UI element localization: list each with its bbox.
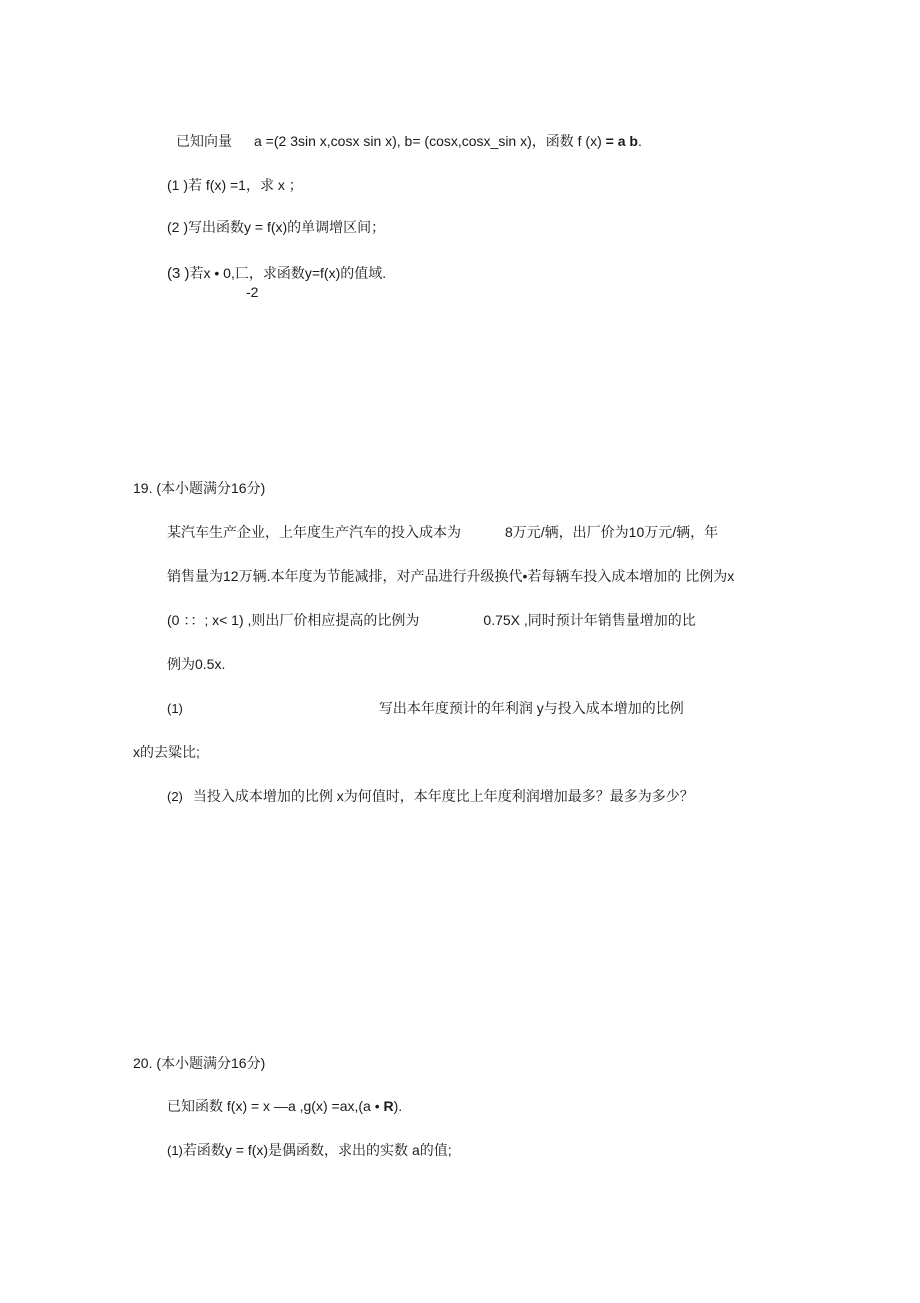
p18-intro-label: 已知向量: [176, 133, 232, 149]
p18-q1: [167, 176, 303, 194]
p19-line-2: 销售量为12万辆.本年度为节能减排，对产品进行升级换代•若每辆车投入成本增加的 比例为x: [167, 568, 735, 584]
p19-line-1b: 8万元/辆，出厂价为10万元/辆，年: [505, 524, 719, 540]
p19-line-3b: 0.75X ,同时预计年销售量增加的比: [483, 612, 696, 628]
p18-q3-subscript: -2: [246, 284, 259, 300]
p19-q1: [167, 699, 684, 718]
p20-header: 20. (本小题满分16分): [133, 1055, 266, 1071]
p18-q1-number: (1 ): [167, 177, 188, 193]
p18-vectors: a =(2 3sin x,cosx sin x), b= (cosx,cosx_sin x): [254, 133, 532, 149]
p19-line-3: [167, 611, 696, 629]
p18-intro-end: .: [637, 133, 642, 149]
p18-q2-text: 写出函数y = f(x)的单调增区间；: [188, 219, 386, 235]
p20-line-1: [167, 1097, 402, 1115]
p18-q2: [167, 218, 385, 236]
p20-q1-number: (1): [167, 1143, 183, 1158]
p19-q2-number: (2): [167, 789, 183, 804]
p20-q1-text: 若函数y = f(x)是偶函数，求出的实数 a的值;: [182, 1142, 452, 1158]
p18-q3-number: (3 ): [167, 265, 190, 282]
p19-q2-text: 当投入成本增加的比例 x为何值时，本年度比上年度利润增加最多？最多为多少？: [192, 788, 694, 804]
p18-function-label: ，函数 f (x): [531, 133, 602, 149]
p19-line-4: 例为0.5x.: [167, 656, 226, 672]
p19-header: 19. (本小题满分16分): [133, 480, 266, 496]
p18-function-def: = a b: [601, 133, 638, 149]
p19-line-3a: (0 ：：; x< 1) ,则出厂价相应提高的比例为: [167, 612, 420, 628]
p18-intro: [176, 132, 642, 150]
p18-q3: [167, 264, 386, 283]
p20-q1: [167, 1141, 452, 1160]
p18-q1-text: 若 f(x) =1，求 x ；: [188, 177, 303, 193]
p19-line-1: [167, 523, 718, 541]
p19-q2: [167, 787, 694, 806]
p20-line-1b: R: [379, 1098, 394, 1114]
p19-line-1a: 某汽车生产企业，上年度生产汽车的投入成本为: [167, 524, 461, 540]
p18-q2-number: (2 ): [167, 219, 188, 235]
p19-q1-continued: x的去粱比;: [133, 744, 200, 760]
p18-q3-text: 若x • 0,匸，求函数y=f(x)的值域.: [189, 265, 387, 281]
p20-line-1c: ).: [393, 1098, 403, 1114]
p19-q1-number: (1): [167, 701, 183, 716]
p19-q1-text: 写出本年度预计的年利润 y与投入成本增加的比例: [378, 700, 684, 716]
p20-line-1a: 已知函数 f(x) = x —a ,g(x) =ax,(a •: [167, 1098, 380, 1114]
